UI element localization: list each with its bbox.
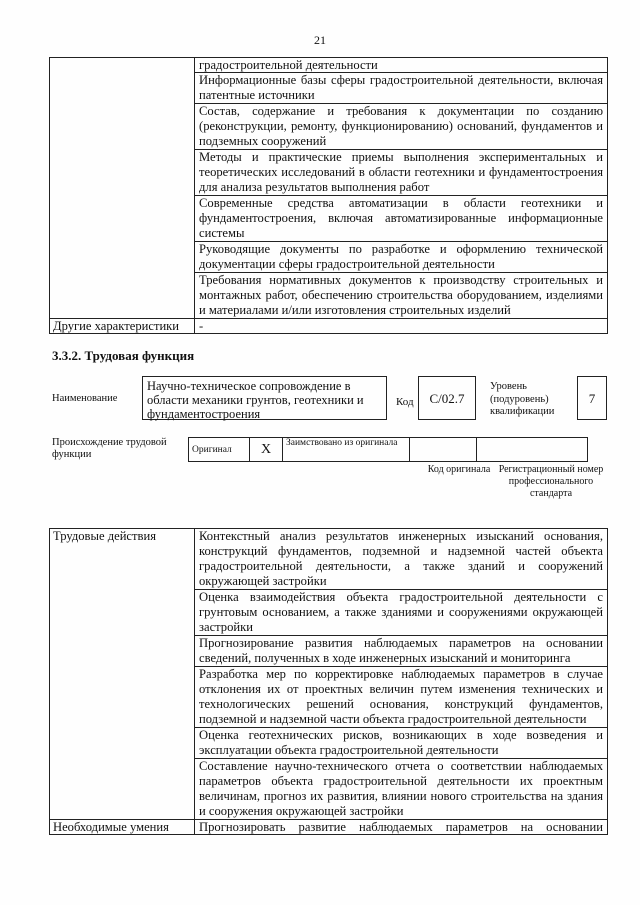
- code-label: Код: [396, 396, 414, 408]
- borrowed-label: Заимствовано из оригинала: [283, 438, 410, 462]
- name-label: Наименование: [52, 393, 118, 404]
- row-label: Необходимые умения: [50, 820, 195, 835]
- table-row: [50, 820, 608, 835]
- reg-number-cell: [477, 438, 588, 462]
- table-cell: Составление научно-технического отчета о соответствии наблюдаемых параметров объекта градостроительной деятельности их проектным величинам, прогноз их развития, влиянии нового строительства на здания и сооружения окружающей застройки: [195, 759, 608, 820]
- original-label: Оригинал: [189, 438, 250, 462]
- work-actions-table: [49, 528, 608, 835]
- row-label: Другие характеристики: [50, 319, 195, 334]
- table-cell: Информационные базы сферы градостроительной деятельности, включая патентные источники: [195, 73, 608, 104]
- table-cell: Оценка взаимодействия объекта градостроительной деятельности с грунтовым основанием, а также зданиями и сооружениями окружающей застройки: [195, 590, 608, 636]
- section-title: 3.3.2. Трудовая функция: [52, 348, 195, 363]
- table-cell: Прогнозировать развитие наблюдаемых параметров на основании: [195, 820, 608, 835]
- origin-table: [188, 437, 588, 462]
- table-cell: Современные средства автоматизации в области геотехники и фундаментостроения, включая автоматизированные информационные системы: [195, 196, 608, 242]
- row-label: [50, 58, 195, 319]
- level-box: 7: [577, 376, 607, 420]
- origin-label: Происхождение трудовой функции: [52, 437, 167, 460]
- knowledge-table: [49, 57, 608, 334]
- table-cell: Разработка мер по корректировке наблюдаемых параметров в случае отклонения их от проектных величин путем изменения технических и технологических решений основания, конструкций фундаментов, подземной и надземной части объекта градостроительной деятельности: [195, 667, 608, 728]
- table-cell: Состав, содержание и требования к документации по созданию (реконструкции, ремонту, функционированию) оснований, фундаментов и подземных сооружений: [195, 104, 608, 150]
- table-row: [50, 529, 608, 590]
- table-cell: Контекстный анализ результатов инженерных изысканий основания, конструкций фундаментов, подземной и надземной частей объекта градостроительной деятельности, а также зданий и сооружений окружающей застройки: [195, 529, 608, 590]
- table-cell: Методы и практические приемы выполнения экспериментальных и теоретических исследований в области геотехники и фундаментостроения для анализа результатов выполнения работ: [195, 150, 608, 196]
- function-name-box: Научно-техническое сопровождение в области механики грунтов, геотехники и фундаментостроения: [142, 376, 387, 420]
- table-cell: Руководящие документы по разработке и оформлению технической документации сферы градостроительной деятельности: [195, 242, 608, 273]
- table-cell: градостроительной деятельности: [195, 58, 608, 73]
- table-cell: Прогнозирование развития наблюдаемых параметров на основании сведений, полученных в ходе инженерных изысканий и мониторинга: [195, 636, 608, 667]
- original-code-cell: [410, 438, 477, 462]
- page-number: 21: [314, 33, 326, 47]
- table-cell: Требования нормативных документов к производству строительных и монтажных работ, обеспечению строительства оборудованием, изделиями и материалами и/или изготовления строительных изделий: [195, 273, 608, 319]
- table-row: [50, 58, 608, 73]
- row-label: Трудовые действия: [50, 529, 195, 820]
- table-cell: Оценка геотехнических рисков, возникающих в ходе возведения и эксплуатации объекта градостроительной деятельности: [195, 728, 608, 759]
- reg-caption: Регистрационный номер профессионального стандарта: [498, 464, 604, 499]
- table-row: [50, 319, 608, 334]
- original-mark: X: [250, 438, 283, 462]
- table-cell: -: [195, 319, 608, 334]
- code-caption: Код оригинала: [427, 464, 491, 475]
- level-label: Уровень (подуровень) квалификации: [490, 381, 555, 417]
- function-code-box: С/02.7: [418, 376, 476, 420]
